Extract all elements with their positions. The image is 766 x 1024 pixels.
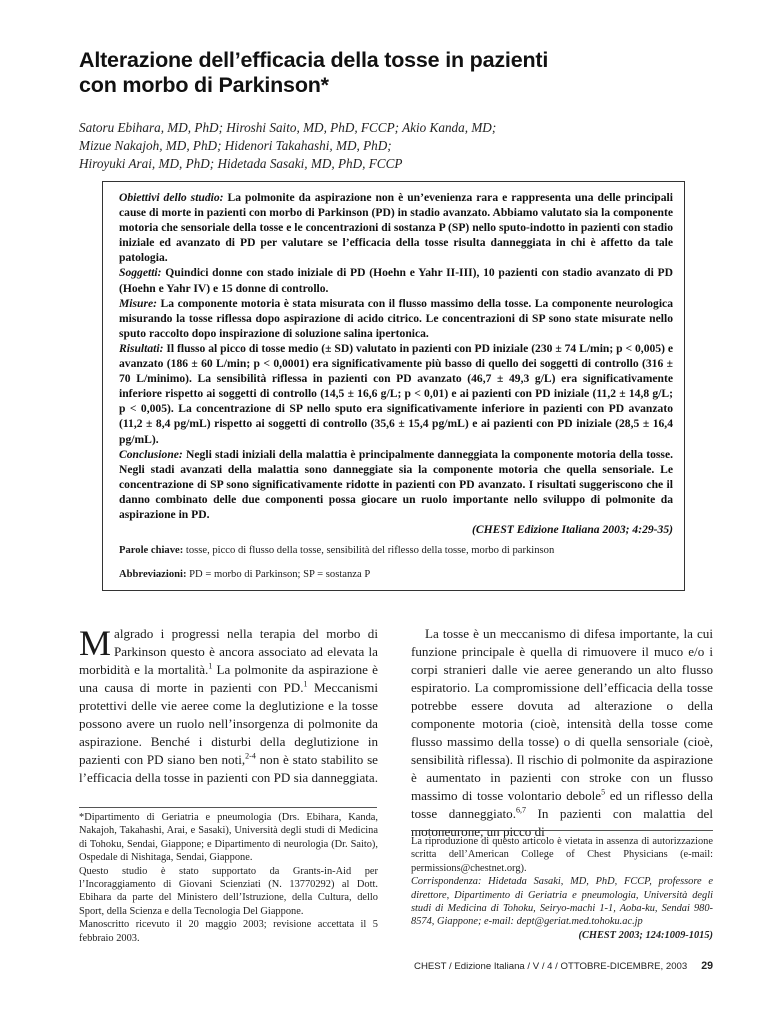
body-left-text-1: algrado i progressi nella terapia del morbo di Parkinson questo è ancora associato ad elevata la morbidità e la mortalità.: [79, 626, 378, 677]
title-line-1: Alterazione dell’efficacia della tosse in pazienti: [79, 48, 549, 72]
abstract-subjects: [119, 265, 673, 295]
body-right-text-2: ed un riflesso della tosse danneggiato.: [411, 788, 713, 821]
keywords-text: tosse, picco di flusso della tosse, sensibilità del riflesso della tosse, morbo di parkinson: [183, 545, 555, 556]
body-left-text-3: Meccanismi protettivi delle vie aeree come la deglutizione e la tosse possono avere un ruolo nell’insorgenza di polmonite da aspirazione. Benché i disturbi della deglutizione in pazienti con PD siano ben noti,: [79, 680, 379, 767]
abstract-objectives: [119, 190, 673, 265]
abstract-citation: (CHEST Edizione Italiana 2003; 4:29-35): [472, 523, 673, 537]
reference-marker: 2-4: [245, 751, 256, 761]
abbreviations-label: Abbreviazioni:: [119, 569, 187, 580]
body-left-text-2: La polmonite da aspirazione è una causa di morte in pazienti con PD.: [79, 662, 378, 695]
body-column-left: [79, 625, 378, 787]
body-right-paragraph: [411, 625, 713, 841]
reference-marker: 1: [303, 679, 308, 689]
reference-marker: 6,7: [515, 805, 526, 815]
footnote-affiliation: *Dipartimento di Geriatria e pneumologia (Drs. Ebihara, Kanda, Nakajoh, Takahashi, Arai, e Sasaki), Università degli studi di Medicina di Tohoku, Sendai, Giappone; e Dipartimento di neurologia (Dr. Saito), Ospedale di Nishitaga, Sendai, Giappone.: [79, 812, 378, 864]
footnote-correspondence-address: Corrispondenza: Hidetada Sasaki, MD, PhD, FCCP, professore e direttore, Dipartimento di Geriatria e pneumologia, Università degli studi di Medicina di Tohoku, Seiryo-machi 1-1, Aoba-ku, Sendai 980-8574, Giappone; e-mail: dept@geriat.med.tohoku.ac.jp: [411, 876, 713, 928]
page-number: 29: [701, 960, 713, 972]
objectives-label: Obiettivi dello studio:: [119, 191, 224, 204]
body-column-right: [411, 625, 713, 841]
drop-cap: M: [79, 623, 112, 663]
footnote-affiliations: [79, 811, 378, 945]
article-title: [79, 48, 719, 98]
author-list: [79, 119, 719, 173]
results-text: Il flusso al picco di tosse medio (± SD) valutato in pazienti con PD iniziale (230 ± 74 L/min; p < 0,005) e avanzato (186 ± 60 L/min; p < 0,0001) era significativamente più basso di quello dei soggetti di controllo (316 ± 70 L/minimo). La sensibilità riflessa in pazienti con PD avanzato (46,7 ± 49,3 g/L) era significativamente inferiore rispetto ai soggetti di controllo (14,5 ± 16,6 g/L; p < 0,01) e ai pazienti con PD iniziale (11,2 ± 14,8 g/L; p < 0,005). La concentrazione di SP nello sputo era significativamente inferiore in pazienti con PD avanzato (11,2 ± 8,4 pg/mL) rispetto ai soggetti di controllo (35,6 ± 15,4 pg/mL) e ai pazienti con PD iniziale (28,5 ± 16,4 pg/mL).: [119, 341, 673, 446]
subjects-text: Quindici donne con stado iniziale di PD (Hoehn e Yahr II-III), 10 pazienti con stadio avanzato di PD (Hoehn e Yahr IV) e 15 donne di controllo.: [119, 266, 673, 295]
title-line-2: con morbo di Parkinson*: [79, 73, 329, 97]
conclusion-text: Negli stadi iniziali della malattia è principalmente danneggiata la componente motoria della tosse. Negli stadi avanzati della malattia sono danneggiate sia la componente motoria che quella sensoriale. Le concentrazione di SP sono significativamente ridotte in pazienti con PD avanzato. I risultati suggeriscono che il danno combinato delle due componenti possa giocare un ruolo importante nello sviluppo di polmonite da aspirazione in PD.: [119, 447, 673, 521]
author-line-3: Hiroyuki Arai, MD, PhD; Hidetada Sasaki, MD, PhD, FCCP: [79, 156, 403, 171]
objectives-text: La polmonite da aspirazione non è un’evenienza rara e rappresenta una delle principali cause di morte in pazienti con morbo di Parkinson (PD) in stadio avanzato. Abbiamo valutato sia la componente motoria che sensoriale della tosse e le concentrazioni di sostanza P (SP) nello sputo-indotto in pazienti con stadio iniziale ed avanzato di PD per valutare se l’efficacia della tosse risulta danneggiata in chi è affetto da tale patologia.: [119, 191, 673, 265]
footnote-citation: (CHEST 2003; 124:1009-1015): [578, 929, 713, 941]
abstract-box: [102, 181, 685, 591]
footnote-reproduction: La riproduzione di questo articolo è vietata in assenza di autorizzazione scritta dell’American College of Chest Physicians (e-mail: permissions@chestnet.org).: [411, 836, 713, 874]
keywords: [119, 544, 673, 558]
footnote-manuscript-dates: Manoscritto ricevuto il 20 maggio 2003; revisione accettata il 5 febbraio 2003.: [79, 919, 378, 944]
abbreviations-text: PD = morbo di Parkinson; SP = sostanza P: [186, 569, 371, 580]
journal-info: CHEST / Edizione Italiana / V / 4 / OTTOBRE-DICEMBRE, 2003: [414, 961, 688, 972]
body-left-text-4: non è stato stabilito se l’efficacia della tosse in pazienti con PD sia danneggiata.: [79, 752, 378, 785]
results-label: Risultati:: [119, 341, 164, 355]
body-right-text-3: In pazienti con malattia del motoneurone, un picco di: [411, 806, 713, 839]
body-right-text-1: La tosse è un meccanismo di difesa importante, la cui funzione principale è quella di rimuovere il muco e/o i corpi stranieri dalle vie aeree generando un alto flusso espiratorio. La compromissione dell’efficacia della tosse potrebbe essere dovuta ad alterazione o della componente motoria (cioè, intensità della tosse come flusso massimo della tosse) o di quella sensoriale (cioè, sensibilità riflessa). Il rischio di polmonite da aspirazione è aumentato in pazienti con stroke con un flusso massimo di tosse volontario debole: [411, 626, 713, 803]
subjects-label: Soggetti:: [119, 266, 162, 280]
abbreviations: [119, 568, 673, 582]
measures-label: Misure:: [119, 296, 158, 310]
author-line-1: Satoru Ebihara, MD, PhD; Hiroshi Saito, MD, PhD, FCCP; Akio Kanda, MD;: [79, 120, 497, 135]
footnote-funding: Questo studio è stato supportato da Grants-in-Aid per l’Incoraggiamento di Giovani Scienziati (N. 13770292) al Dott. Ebihara da parte del Ministero dell’Istruzione, della Cultura, dello Sport, della Scienza e della Tecnologia Del Giappone.: [79, 865, 378, 917]
abstract: [119, 190, 673, 537]
abstract-measures: [119, 296, 673, 341]
reference-marker: 5: [601, 787, 606, 797]
conclusion-label: Conclusione:: [119, 447, 183, 461]
measures-text: La componente motoria è stata misurata con il flusso massimo della tosse. La componente neurologica misurando la tosse riflessa dopo aspirazione di acido citrico. Le concentrazioni di SP sono state misurate nello sputo raccolto dopo inspirazione di soluzione salina ipertonica.: [119, 296, 673, 340]
footnote-correspondence: [411, 835, 713, 942]
keywords-label: Parole chiave:: [119, 545, 184, 556]
footnote-divider-left: [79, 807, 377, 808]
abstract-conclusion: [119, 447, 673, 522]
footnote-divider-right: [411, 830, 713, 831]
page-footer: [360, 960, 713, 972]
author-line-2: Mizue Nakajoh, MD, PhD; Hidenori Takahashi, MD, PhD;: [79, 138, 392, 153]
reference-marker: 1: [208, 661, 213, 671]
abstract-results: [119, 341, 673, 447]
